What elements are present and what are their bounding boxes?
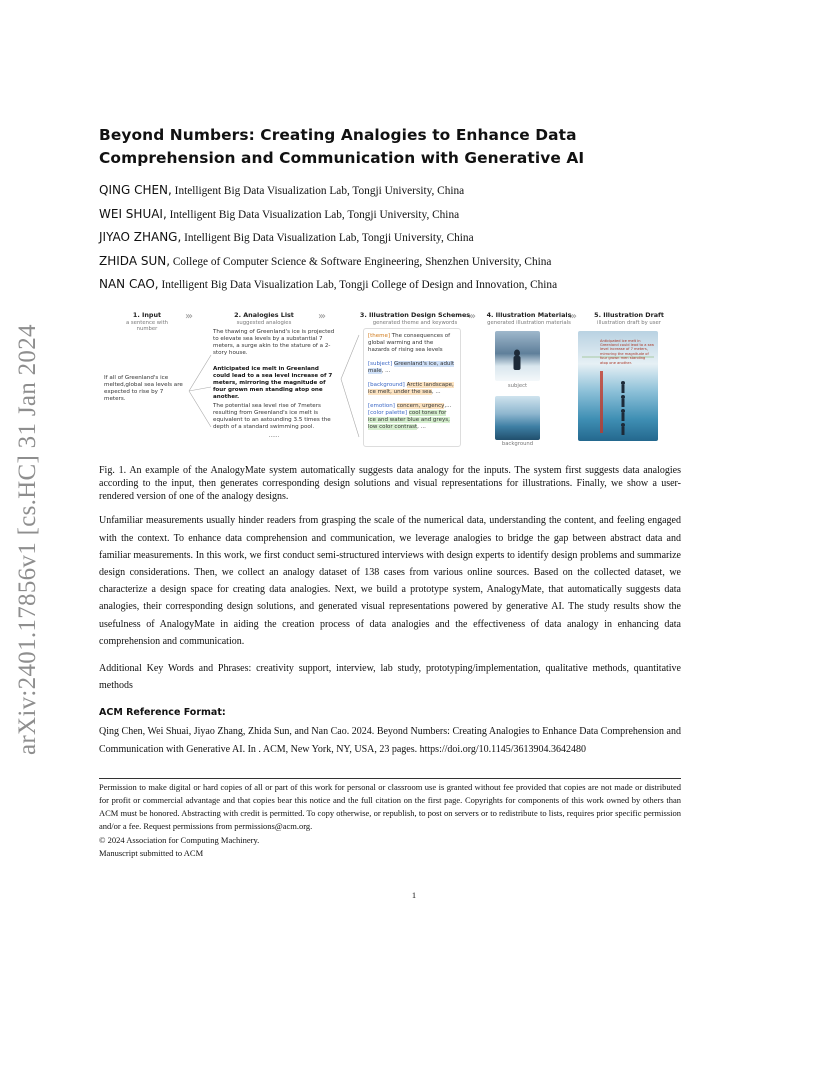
step-draft-header <box>589 311 669 326</box>
scheme-text: , ... <box>431 388 441 395</box>
background-image <box>495 396 540 440</box>
analogy-item: The potential sea level rise of 7meters resulting from Greenland's ice melt is equivalent to an astounding 3.5 times the depth of a standard swimming pool. <box>213 402 331 430</box>
footnote-divider <box>99 778 681 779</box>
step-title: 2. Analogies List <box>234 310 294 319</box>
author-line <box>99 226 681 250</box>
scheme-text: ,... <box>444 402 452 409</box>
analogy-item-selected: Anticipated ice melt in Greenland could lead to a sea level increase of 7 meters, mirroring the magnitude of four grown men standing atop one another. <box>213 365 333 400</box>
paper-body <box>99 124 681 860</box>
analogy-ellipsis: ...... <box>268 432 280 439</box>
author-name: QING CHEN, <box>99 183 172 197</box>
step-subtitle: generated theme and keywords <box>372 319 458 326</box>
author-line <box>99 179 681 203</box>
scheme-theme <box>368 333 456 354</box>
step-materials-header <box>479 311 579 326</box>
author-line <box>99 273 681 297</box>
step-subtitle: a sentence with number <box>125 319 169 332</box>
scheme-subject <box>368 361 456 375</box>
step-title: 1. Input <box>132 310 162 319</box>
author-list <box>99 179 681 297</box>
copyright-line: © 2024 Association for Computing Machinery. <box>99 834 260 845</box>
author-name: WEI SHUAI, <box>99 206 167 221</box>
scheme-connector <box>339 331 361 441</box>
permission-notice: Permission to make digital or hard copies of all or part of this work for personal or classroom use is granted without fee provided that copies are not made or distributed for profit or commercial advantage and that copies bear this notice and the full citation on the first page. Copyrights for components of this work owned by others than ACM must be honored. Abstracting with credit is permitted. To copy otherwise, or republish, to post on servers or to redistribute to lists, requires prior specific permission and/or a fee. Request permissions from permissions@acm.org. <box>99 781 681 832</box>
scheme-text: , ... <box>417 423 426 430</box>
scheme-highlight: cool tones for ice and water blue and greys, low color contrast <box>368 409 450 430</box>
connector-lines <box>187 351 213 431</box>
teaser-figure <box>99 311 681 449</box>
design-scheme-card <box>363 328 461 447</box>
scheme-text: The consequences of global warming and the hazards of rising sea levels <box>368 332 451 353</box>
acm-reference-heading: ACM Reference Format: <box>99 707 226 719</box>
author-line <box>99 250 681 274</box>
scheme-tag: [subject] <box>368 360 393 367</box>
author-name: JIYAO ZHANG, <box>99 230 182 244</box>
illustration-draft-image <box>578 331 658 441</box>
scheme-tag: [background] <box>368 381 405 388</box>
scheme-highlight: concern, urgency <box>396 402 445 409</box>
input-sentence: If all of Greenland's ice melted,global sea levels are expected to rise by 7 meters. <box>104 374 183 402</box>
step-title: 4. Illustration Materials <box>486 310 572 319</box>
scheme-background <box>368 382 456 396</box>
author-line <box>99 203 681 227</box>
author-name: ZHIDA SUN, <box>99 253 171 268</box>
draft-overlay-text: Anticipated ice melt in Greenland could lead to a sea level increase of 7 meters, mirroring the magnitude of four grown men standing atop one another. <box>600 338 654 365</box>
step-schemes-header <box>355 311 475 326</box>
material-label: subject <box>507 382 528 389</box>
author-affiliation: Intelligent Big Data Visualization Lab, Tongji College of Design and Innovation, China <box>158 279 558 291</box>
paper-title: Beyond Numbers: Creating Analogies to Enhance Data Comprehension and Communication with Generative AI <box>99 126 585 167</box>
material-label: background <box>501 440 534 447</box>
acm-reference: Qing Chen, Wei Shuai, Jiyao Zhang, Zhida Sun, and Nan Cao. 2024. Beyond Numbers: Creating Analogies to Enhance Data Comprehension and Communication with Generative AI. In . ACM, New York, NY, USA, 23 pages. https://doi.org/10.1145/3613904.3642480 <box>99 726 681 755</box>
chevron-right-icon: ››› <box>569 310 575 322</box>
chevron-right-icon: ››› <box>468 310 474 322</box>
scheme-emotion <box>368 403 456 431</box>
scheme-tag: [color palette] <box>368 409 408 416</box>
step-title: 5. Illustration Draft <box>594 310 664 319</box>
step-title: 3. Illustration Design Schemes <box>359 310 471 319</box>
author-affiliation: Intelligent Big Data Visualization Lab, Tongji University, China <box>181 232 474 244</box>
author-affiliation: Intelligent Big Data Visualization Lab, Tongji University, China <box>166 208 460 221</box>
abstract: Unfamiliar measurements usually hinder readers from grasping the scale of the numerical data, understanding the content, and feeling engaged with the context. To enhance data comprehension and communication, we leverage analogies to bridge the gap between abstract data and familiar measurements. In this work, we first conduct semi-structured interviews with design experts to identify design problems and summarize design considerations. Then, we collect an analogy dataset of 138 cases from various online sources. Based on the collected dataset, we characterize a design space for creating data analogies. Next, we build a prototype system, AnalogyMate, that automatically suggests data analogies, their corresponding design solutions, and generated visual representations powered by generative AI. The study results show the usefulness of AnalogyMate in aiding the creation process of data analogies and the effectiveness of data analogy in enhancing data comprehension and communication. <box>99 515 681 647</box>
step-subtitle: generated illustration materials <box>487 319 571 326</box>
analogy-item: The thawing of Greenland's ice is projected to elevate sea levels by a substantial 7 meters, a surge akin to the stature of a 2-story house. <box>213 328 335 356</box>
scheme-tag: [theme] <box>368 332 391 339</box>
page-number: 1 <box>411 890 417 900</box>
author-name: NAN CAO, <box>99 277 159 291</box>
keywords: Additional Key Words and Phrases: creativity support, interview, lab study, prototyping/implementation, qualitative methods, quantitative methods <box>99 663 681 692</box>
step-input-header <box>117 311 177 332</box>
step-subtitle: suggested analogies <box>236 319 292 326</box>
step-subtitle: illustration draft by user <box>597 319 661 326</box>
person-icon <box>495 331 540 381</box>
scheme-text: , ... <box>381 367 391 374</box>
author-affiliation: College of Computer Science & Software Engineering, Shenzhen University, China <box>170 255 552 268</box>
author-affiliation: Intelligent Big Data Visualization Lab, Tongji University, China <box>171 185 465 197</box>
scheme-highlight: Greenland's ice, adult male <box>368 360 455 374</box>
figure-caption: Fig. 1. An example of the AnalogyMate system automatically suggests data analogy for the inputs. The system first suggests data analogies according to the input, then generates corresponding design solutions and visual representations for illustrations. Finally, we show a user-rendered version of one of the analogy designs. <box>99 464 681 503</box>
arxiv-stamp: arXiv:2401.17856v1 [cs.HC] 31 Jan 2024 <box>14 324 41 755</box>
chevron-right-icon: ››› <box>318 310 324 322</box>
scheme-tag: [emotion] <box>368 402 395 409</box>
subject-image <box>495 331 540 381</box>
chevron-right-icon: ››› <box>185 310 191 322</box>
step-analogies-header <box>224 311 304 326</box>
manuscript-line: Manuscript submitted to ACM <box>99 847 204 858</box>
scheme-highlight: Arctic landscape, ice melt, under the sea <box>368 381 454 395</box>
